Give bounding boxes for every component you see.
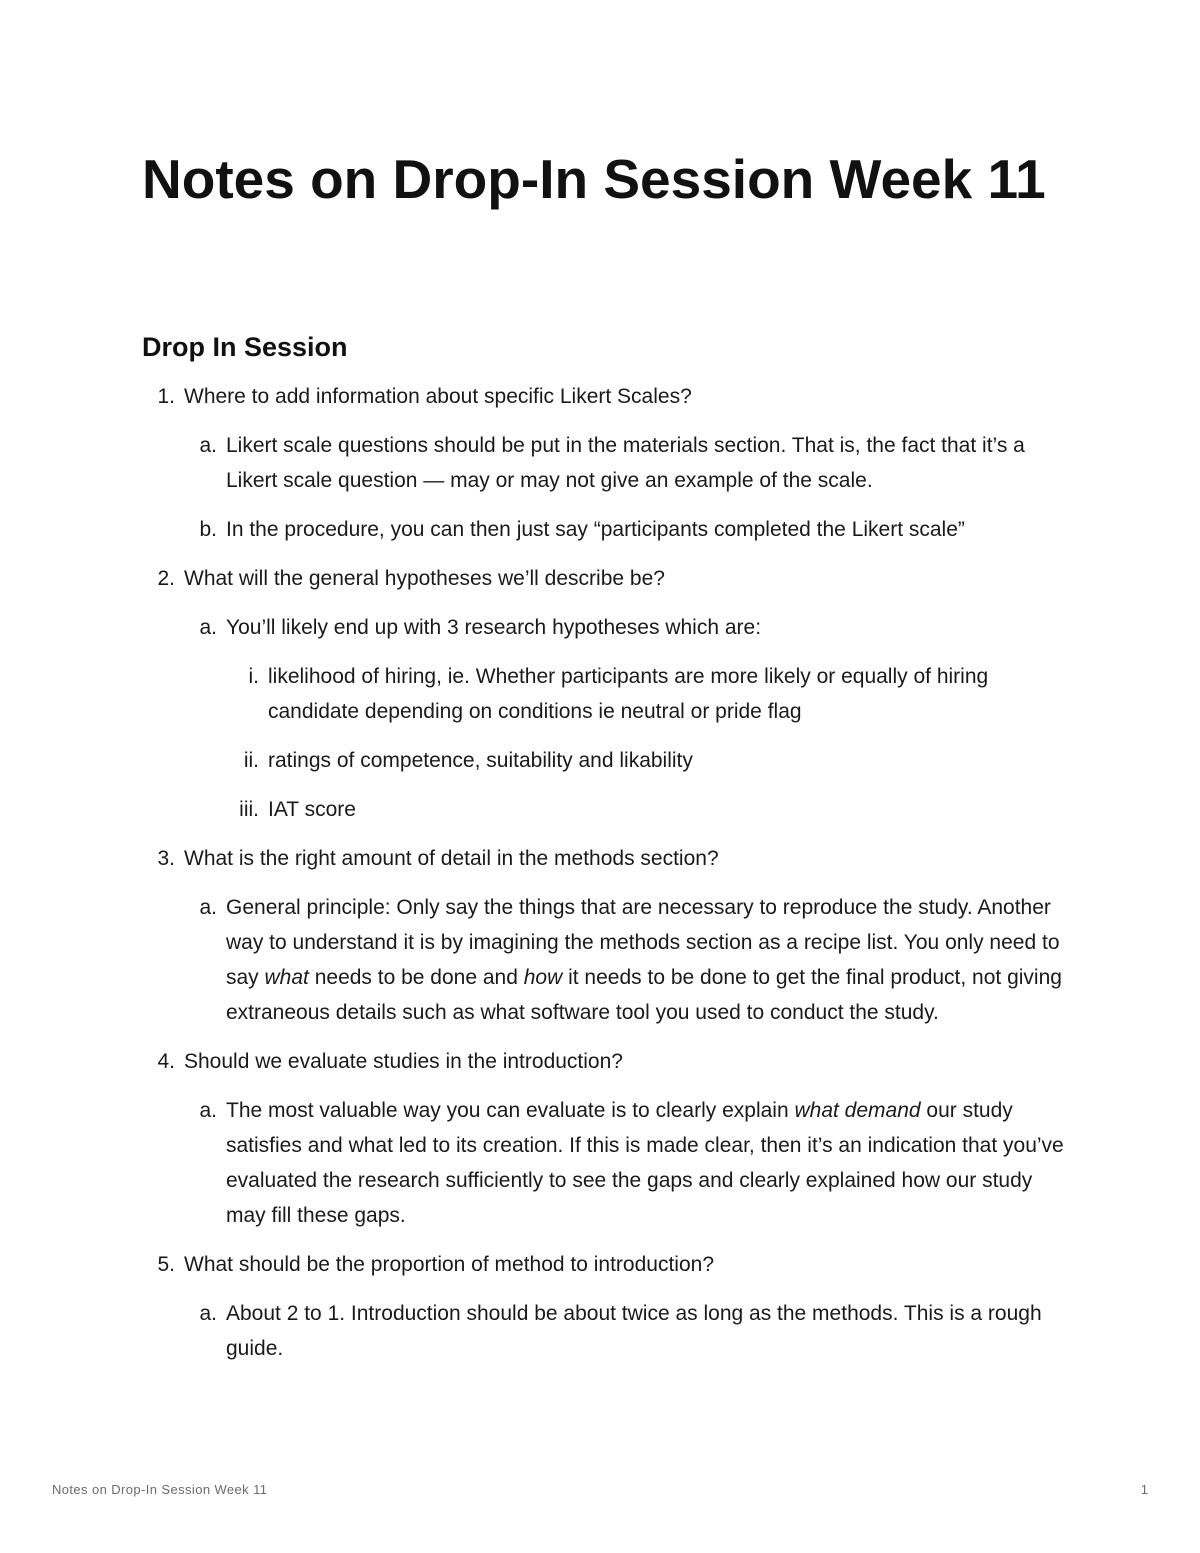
answer-text-part: it needs to be done to get the final product, not giving extraneous details such as what software tool you used to conduct the study. <box>226 966 1062 1024</box>
subsub-list-item <box>142 743 1072 778</box>
subsub-list-item <box>142 659 1072 729</box>
list-marker: 2. <box>157 567 175 590</box>
hypothesis-text: IAT score <box>268 798 356 821</box>
question-text: What is the right amount of detail in the methods section? <box>184 847 719 870</box>
emphasis-text: what demand <box>794 1099 921 1122</box>
sub-list-marker: a. <box>199 616 217 639</box>
answer-text-part: our study satisfies and what led to its creation. If this is made clear, then it’s an indication that you’ve evaluated the research sufficiently to see the gaps and clearly explained how our study may fill these gaps. <box>226 1099 1064 1227</box>
sub-list-item <box>142 890 1072 1030</box>
list-item <box>142 1247 1072 1282</box>
list-item <box>142 379 1072 414</box>
notes-list <box>142 379 1072 1380</box>
sub-list-marker: a. <box>199 1302 217 1325</box>
sub-list-item <box>142 1296 1072 1366</box>
sub-list-item <box>142 610 1072 645</box>
answer-text: About 2 to 1. Introduction should be about twice as long as the methods. This is a rough guide. <box>226 1302 1042 1360</box>
sub-list-item <box>142 512 1072 547</box>
answer-text: In the procedure, you can then just say “participants completed the Likert scale” <box>226 518 965 541</box>
answer-text-part: needs to be done and <box>308 966 524 989</box>
answer-text <box>226 896 1062 1024</box>
page-title: Notes on Drop-In Session Week 11 <box>142 148 1046 210</box>
sub-list-marker: a. <box>199 896 217 919</box>
list-item <box>142 841 1072 876</box>
emphasis-text: how <box>523 966 563 989</box>
answer-text-part: The most valuable way you can evaluate is to clearly explain <box>226 1099 795 1122</box>
subsub-list-marker: i. <box>248 665 259 688</box>
question-text: What should be the proportion of method to introduction? <box>184 1253 715 1276</box>
sub-list-marker: a. <box>199 434 217 457</box>
question-text: Should we evaluate studies in the introduction? <box>184 1050 623 1073</box>
answer-text: You’ll likely end up with 3 research hypotheses which are: <box>226 616 762 639</box>
subsub-list-marker: ii. <box>243 749 259 772</box>
answer-text <box>226 1099 1064 1227</box>
sub-list-marker: b. <box>199 518 217 541</box>
footer-title: Notes on Drop-In Session Week 11 <box>52 1482 268 1497</box>
subsub-list-marker: iii. <box>239 798 259 821</box>
list-marker: 5. <box>157 1253 175 1276</box>
hypothesis-text: ratings of competence, suitability and likability <box>268 749 693 772</box>
page-number: 1 <box>1140 1482 1148 1497</box>
hypothesis-text: likelihood of hiring, ie. Whether participants are more likely or equally of hiring candidate depending on conditions ie neutral or pride flag <box>268 665 989 723</box>
list-marker: 3. <box>157 847 175 870</box>
question-text: Where to add information about specific Likert Scales? <box>184 385 692 408</box>
question-text: What will the general hypotheses we’ll describe be? <box>184 567 665 590</box>
emphasis-text: what <box>264 966 309 989</box>
list-marker: 4. <box>157 1050 175 1073</box>
sub-list-item <box>142 1093 1072 1233</box>
answer-text-part: General principle: Only say the things that are necessary to reproduce the study. Another way to understand it is by imagining the methods section as a recipe list. You only need to say <box>226 896 1060 989</box>
list-marker: 1. <box>157 385 175 408</box>
section-heading: Drop In Session <box>142 332 348 362</box>
list-item <box>142 561 1072 596</box>
subsub-list-item <box>142 792 1072 827</box>
answer-text: Likert scale questions should be put in the materials section. That is, the fact that it’s a Likert scale question — may or may not give an example of the scale. <box>226 434 1025 492</box>
sub-list-item <box>142 428 1072 498</box>
list-item <box>142 1044 1072 1079</box>
sub-list-marker: a. <box>199 1099 217 1122</box>
